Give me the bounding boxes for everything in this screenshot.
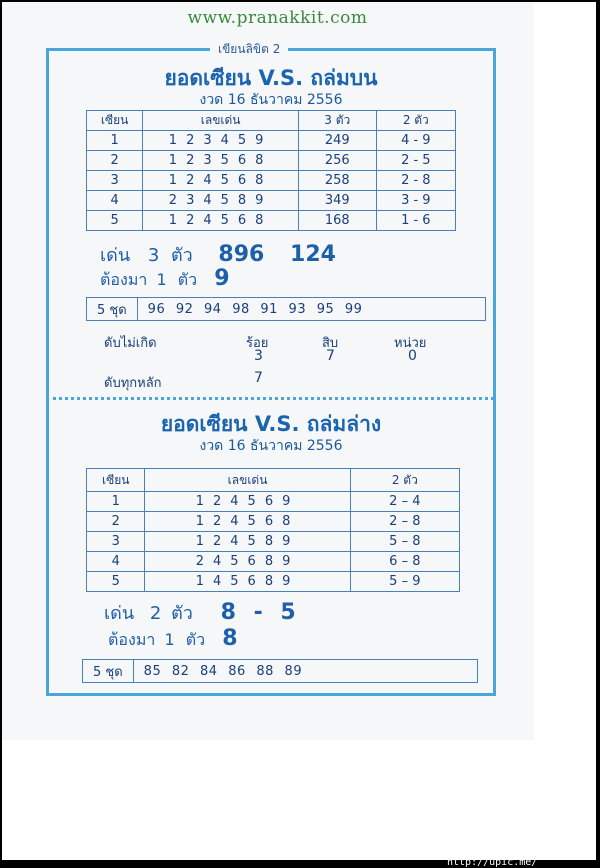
lead-count: 3 [147, 245, 160, 266]
must-unit: ตัว [177, 270, 198, 289]
not-out-label: ดับไม่เกิด [104, 336, 157, 351]
image-footer: [724x1024] http://upic.me/ [447, 846, 538, 868]
dead-value: 7 [254, 370, 263, 386]
lead-digits: 123459 [143, 131, 299, 151]
lead-value-b: 124 [290, 242, 336, 267]
expert-number: 2 [87, 512, 145, 532]
must-value: 8 [222, 626, 238, 651]
two-digit-value: 2 - 8 [376, 171, 455, 191]
set-label: 5 ชุด [87, 298, 138, 320]
lead-digits: 145689 [145, 572, 350, 592]
expert-number: 2 [87, 151, 143, 171]
lead-digits: 124568 [143, 211, 299, 231]
table-row [87, 492, 460, 512]
lead-digits: 124569 [145, 492, 350, 512]
two-digit-value: 6 – 8 [350, 552, 459, 572]
table-row [87, 171, 456, 191]
two-digit-value: 3 - 9 [376, 191, 455, 211]
must-count: 1 [156, 270, 167, 289]
two-digit-value: 5 – 8 [350, 532, 459, 552]
expert-number: 1 [87, 492, 145, 512]
three-digit-value: 168 [298, 211, 376, 231]
lower-must-line [108, 626, 238, 653]
col-header-expert: เซียน [87, 469, 145, 492]
lead-digits: 124568 [143, 171, 299, 191]
lower-table [86, 468, 460, 592]
table-row [87, 211, 456, 231]
not-out-units: 0 [408, 348, 417, 364]
lead-label: เด่น [100, 245, 131, 266]
expert-number: 4 [87, 552, 145, 572]
upper-subtitle: งวด 16 ธันวาคม 2556 [199, 92, 343, 108]
section-divider [46, 397, 494, 400]
upper-must-line [100, 266, 230, 293]
lead-digits: 245689 [145, 552, 350, 572]
table-row [87, 131, 456, 151]
expert-number: 3 [87, 171, 143, 191]
three-digit-value: 258 [298, 171, 376, 191]
three-digit-value: 249 [298, 131, 376, 151]
col-tens: สิบ [322, 336, 339, 351]
lead-label: เด่น [104, 603, 135, 624]
expert-number: 5 [87, 211, 143, 231]
expert-number: 1 [87, 131, 143, 151]
lead-digits: 124568 [145, 512, 350, 532]
two-digit-value: 2 – 8 [350, 512, 459, 532]
col-header-three: 3 ตัว [298, 111, 376, 131]
website-url: www.pranakkit.com [187, 8, 368, 28]
lead-unit: ตัว [171, 603, 193, 624]
lead-digits: 123568 [143, 151, 299, 171]
lead-value-a: 896 [218, 242, 265, 267]
lead-digits: 234589 [143, 191, 299, 211]
two-digit-value: 2 – 4 [350, 492, 459, 512]
dead-label: ดับทุกหลัก [104, 376, 162, 391]
table-row [87, 552, 460, 572]
lead-unit: ตัว [170, 245, 193, 266]
upper-title: ยอดเซียน V.S. ถล่มบน [164, 66, 378, 90]
three-digit-value: 256 [298, 151, 376, 171]
must-value: 9 [214, 266, 230, 291]
table-row [87, 532, 460, 552]
lead-pair: 8 - 5 [220, 600, 296, 625]
upper-table [86, 110, 456, 231]
must-label: ต้องมา [100, 270, 148, 289]
lead-digits: 124589 [145, 532, 350, 552]
not-out-hundreds: 3 [254, 348, 263, 364]
col-header-expert: เซียน [87, 111, 143, 131]
upper-lead-line [100, 240, 336, 269]
must-label: ต้องมา [108, 630, 156, 649]
expert-number: 3 [87, 532, 145, 552]
col-header-two: 2 ตัว [376, 111, 455, 131]
not-out-tens: 7 [326, 348, 335, 364]
set-values: 85 82 84 86 88 89 [143, 663, 303, 679]
lower-title: ยอดเซียน V.S. ถล่มล่าง [160, 412, 382, 436]
col-header-lead: เลขเด่น [145, 469, 350, 492]
lower-lead-line [104, 598, 296, 627]
table-row [87, 191, 456, 211]
col-hundreds: ร้อย [246, 336, 269, 351]
two-digit-value: 5 – 9 [350, 572, 459, 592]
two-digit-value: 1 - 6 [376, 211, 455, 231]
expert-number: 5 [87, 572, 145, 592]
two-digit-value: 2 - 5 [376, 151, 455, 171]
section-tag: เขียนลิขิต 2 [210, 40, 288, 59]
three-digit-value: 349 [298, 191, 376, 211]
upper-set-box [86, 297, 486, 321]
col-header-two: 2 ตัว [350, 469, 459, 492]
lead-count: 2 [149, 603, 162, 624]
table-row [87, 151, 456, 171]
set-label: 5 ชุด [83, 660, 134, 682]
lower-set-box [82, 659, 478, 683]
set-values: 96 92 94 98 91 93 95 99 [147, 301, 363, 317]
table-row [87, 572, 460, 592]
two-digit-value: 4 - 9 [376, 131, 455, 151]
table-row [87, 512, 460, 532]
lower-subtitle: งวด 16 ธันวาคม 2556 [199, 438, 343, 454]
col-units: หน่วย [394, 336, 427, 351]
must-unit: ตัว [185, 630, 206, 649]
col-header-lead: เลขเด่น [143, 111, 299, 131]
expert-number: 4 [87, 191, 143, 211]
must-count: 1 [164, 630, 175, 649]
